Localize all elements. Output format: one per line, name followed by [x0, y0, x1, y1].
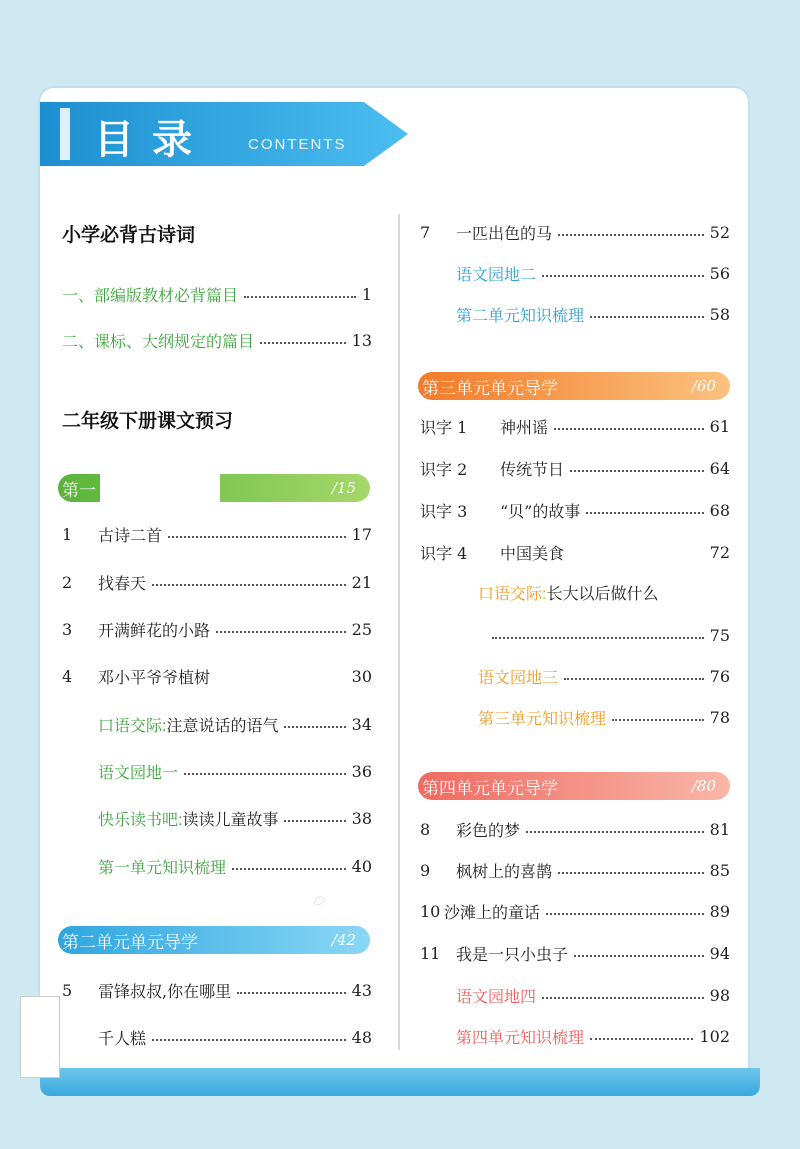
toc-entry[interactable] — [420, 220, 730, 244]
toc-entry-title: 古诗二首 — [98, 525, 163, 545]
toc-entry-page: 30 — [351, 666, 372, 686]
toc-entry-colored: 语文园地三 — [478, 669, 559, 687]
toc-entry-colored: 语文园地四 — [456, 988, 537, 1006]
unit-page: /60 — [691, 377, 716, 395]
toc-entry[interactable] — [62, 1025, 372, 1049]
watermark-stamp: ⬭ — [310, 891, 329, 912]
toc-entry-page: 34 — [351, 714, 372, 734]
lesson-number: 识字 1 — [420, 417, 468, 437]
toc-entry[interactable] — [98, 759, 372, 783]
leader-dots — [184, 767, 346, 775]
toc-entry-page: 89 — [709, 901, 730, 921]
toc-entry-page: 75 — [709, 625, 730, 645]
toc-entry-title: “贝”的故事 — [500, 501, 581, 521]
toc-entry[interactable] — [478, 705, 730, 729]
toc-entry[interactable] — [420, 456, 730, 480]
leader-dots — [542, 269, 704, 277]
toc-entry-title: 雷锋叔叔,你在哪里 — [98, 981, 232, 1001]
toc-entry[interactable] — [420, 941, 730, 965]
toc-entry-colored: 口语交际: — [98, 717, 167, 735]
toc-entry[interactable] — [456, 302, 730, 326]
lesson-number: 10 — [420, 901, 441, 921]
toc-entry[interactable] — [62, 664, 372, 688]
toc-entry-title: 读读儿童故事 — [182, 809, 279, 829]
toc-entry-page: 43 — [351, 980, 372, 1000]
toc-entry[interactable] — [420, 817, 730, 841]
toc-entry-page: 81 — [709, 819, 730, 839]
toc-entry-oral[interactable] — [478, 580, 730, 604]
unit-page: /42 — [331, 931, 356, 949]
toc-entry-page: 78 — [709, 707, 730, 727]
toc-entry[interactable] — [62, 617, 372, 641]
section-title-poems: 小学必背古诗词 — [62, 225, 196, 246]
toc-entry[interactable] — [62, 978, 372, 1002]
leader-dots — [152, 578, 346, 586]
lesson-number: 9 — [420, 860, 431, 880]
leader-dots — [546, 907, 704, 915]
unit-label: 第四单元单元导学 — [422, 778, 558, 798]
leader-dots — [558, 866, 704, 874]
toc-entry-page: 68 — [709, 500, 730, 520]
leader-dots — [232, 862, 346, 870]
toc-entry-page: 85 — [709, 860, 730, 880]
toc-entry-oral-continued[interactable] — [486, 623, 730, 647]
obscured-area — [20, 996, 60, 1078]
toc-entry-page: 56 — [709, 263, 730, 283]
unit-label: 第一 — [62, 480, 96, 500]
lesson-number: 3 — [62, 619, 73, 639]
toc-entry-colored: 第二单元知识梳理 — [456, 307, 585, 325]
leader-dots — [168, 530, 346, 538]
lesson-number: 7 — [420, 222, 431, 242]
toc-entry-title: 二、课标、大纲规定的篇目 — [62, 333, 255, 351]
bottom-band — [40, 1068, 760, 1096]
toc-entry-colored: 语文园地一 — [98, 764, 179, 782]
toc-entry-title: 枫树上的喜鹊 — [456, 861, 553, 881]
toc-entry-title: 彩色的梦 — [456, 820, 521, 840]
header-strip — [60, 108, 70, 160]
leader-dots — [590, 1032, 693, 1040]
lesson-number: 4 — [62, 666, 73, 686]
leader-dots — [526, 825, 704, 833]
toc-entry-page: 48 — [351, 1027, 372, 1047]
leader-dots — [284, 720, 345, 728]
unit-banner[interactable] — [418, 372, 730, 400]
toc-entry[interactable] — [420, 899, 730, 923]
unit-page: /80 — [691, 777, 716, 795]
leader-dots — [564, 672, 704, 680]
toc-entry[interactable] — [420, 414, 730, 438]
leader-dots — [586, 506, 703, 514]
leader-dots — [237, 986, 346, 994]
toc-entry-colored: 语文园地二 — [456, 266, 537, 284]
page-subtitle: CONTENTS — [248, 136, 347, 153]
leader-dots — [152, 1033, 346, 1041]
toc-entry-colored: 第四单元知识梳理 — [456, 1029, 585, 1047]
toc-entry[interactable] — [62, 328, 372, 352]
toc-entry[interactable] — [98, 806, 372, 830]
lesson-number: 1 — [62, 524, 73, 544]
toc-entry-colored: 第三单元知识梳理 — [478, 710, 607, 728]
leader-dots — [216, 625, 346, 633]
leader-dots — [570, 464, 704, 472]
toc-entry-page: 76 — [709, 666, 730, 686]
toc-entry-page: 13 — [351, 330, 372, 350]
leader-dots — [492, 631, 704, 639]
leader-dots — [284, 814, 345, 822]
toc-entry-title: 沙滩上的童话 — [444, 902, 541, 922]
toc-entry-page: 36 — [351, 761, 372, 781]
toc-entry-colored: 第一单元知识梳理 — [98, 859, 227, 877]
page-title: 目录 — [94, 116, 210, 163]
toc-entry[interactable] — [456, 261, 730, 285]
lesson-number: 识字 4 — [420, 543, 468, 563]
toc-entry[interactable] — [62, 522, 372, 546]
toc-entry[interactable] — [62, 570, 372, 594]
toc-entry[interactable] — [420, 858, 730, 882]
leader-dots — [260, 336, 346, 344]
toc-entry-page: 25 — [351, 619, 372, 639]
toc-entry-page: 58 — [709, 304, 730, 324]
toc-entry-page: 1 — [361, 284, 372, 304]
leader-dots — [558, 228, 704, 236]
unit-banner[interactable] — [58, 926, 370, 954]
toc-entry-colored: 口语交际: — [478, 585, 547, 603]
toc-entry[interactable] — [98, 712, 372, 736]
toc-entry-page: 52 — [709, 222, 730, 242]
leader-dots — [574, 949, 704, 957]
toc-entry-page: 40 — [351, 856, 372, 876]
unit-page: /15 — [331, 479, 356, 497]
toc-entry-title: 邓小平爷爷植树 — [98, 667, 211, 687]
toc-entry[interactable] — [62, 282, 372, 306]
toc-entry-title: 传统节日 — [500, 459, 565, 479]
toc-entry-page: 38 — [351, 808, 372, 828]
toc-entry-page: 72 — [709, 542, 730, 562]
toc-entry-title: 我是一只小虫子 — [456, 944, 569, 964]
obscured-area — [100, 462, 220, 506]
toc-entry[interactable] — [478, 664, 730, 688]
lesson-number: 识字 3 — [420, 501, 468, 521]
toc-entry-title: 一匹出色的马 — [456, 223, 553, 243]
toc-entry-title: 千人糕 — [98, 1028, 147, 1048]
leader-dots — [554, 422, 704, 430]
section-title-preview: 二年级下册课文预习 — [62, 411, 234, 432]
unit-label: 第三单元单元导学 — [422, 378, 558, 398]
toc-entry-page: 17 — [351, 524, 372, 544]
toc-entry[interactable] — [98, 854, 372, 878]
unit-banner[interactable] — [418, 772, 730, 800]
toc-entry-page: 94 — [709, 943, 730, 963]
toc-entry-title: 长大以后做什么 — [546, 583, 659, 603]
lesson-number: 5 — [62, 980, 73, 1000]
leader-dots — [590, 310, 704, 318]
leader-dots — [542, 991, 704, 999]
toc-entry-title: 神州谣 — [500, 417, 549, 437]
toc-entry[interactable] — [456, 983, 730, 1007]
lesson-number: 识字 2 — [420, 459, 468, 479]
toc-entry-page: 61 — [709, 416, 730, 436]
unit-label: 第二单元单元导学 — [62, 932, 198, 952]
leader-dots — [244, 290, 356, 298]
toc-entry[interactable] — [456, 1024, 730, 1048]
toc-entry-page: 64 — [709, 458, 730, 478]
lesson-number: 8 — [420, 819, 431, 839]
lesson-number: 2 — [62, 572, 73, 592]
toc-entry-colored: 快乐读书吧: — [98, 811, 183, 829]
toc-entry-page: 21 — [351, 572, 372, 592]
toc-entry-title: 注意说话的语气 — [166, 715, 279, 735]
lesson-number: 11 — [420, 943, 441, 963]
toc-entry-title: 一、部编版教材必背篇目 — [62, 287, 239, 305]
toc-entry-title: 找春天 — [98, 573, 147, 593]
leader-dots — [612, 713, 704, 721]
toc-entry-page: 98 — [709, 985, 730, 1005]
toc-entry[interactable] — [420, 498, 730, 522]
toc-entry[interactable] — [420, 540, 730, 564]
toc-entry-page: 102 — [699, 1026, 730, 1046]
toc-entry-title: 中国美食 — [500, 543, 565, 563]
toc-entry-title: 开满鲜花的小路 — [98, 620, 211, 640]
